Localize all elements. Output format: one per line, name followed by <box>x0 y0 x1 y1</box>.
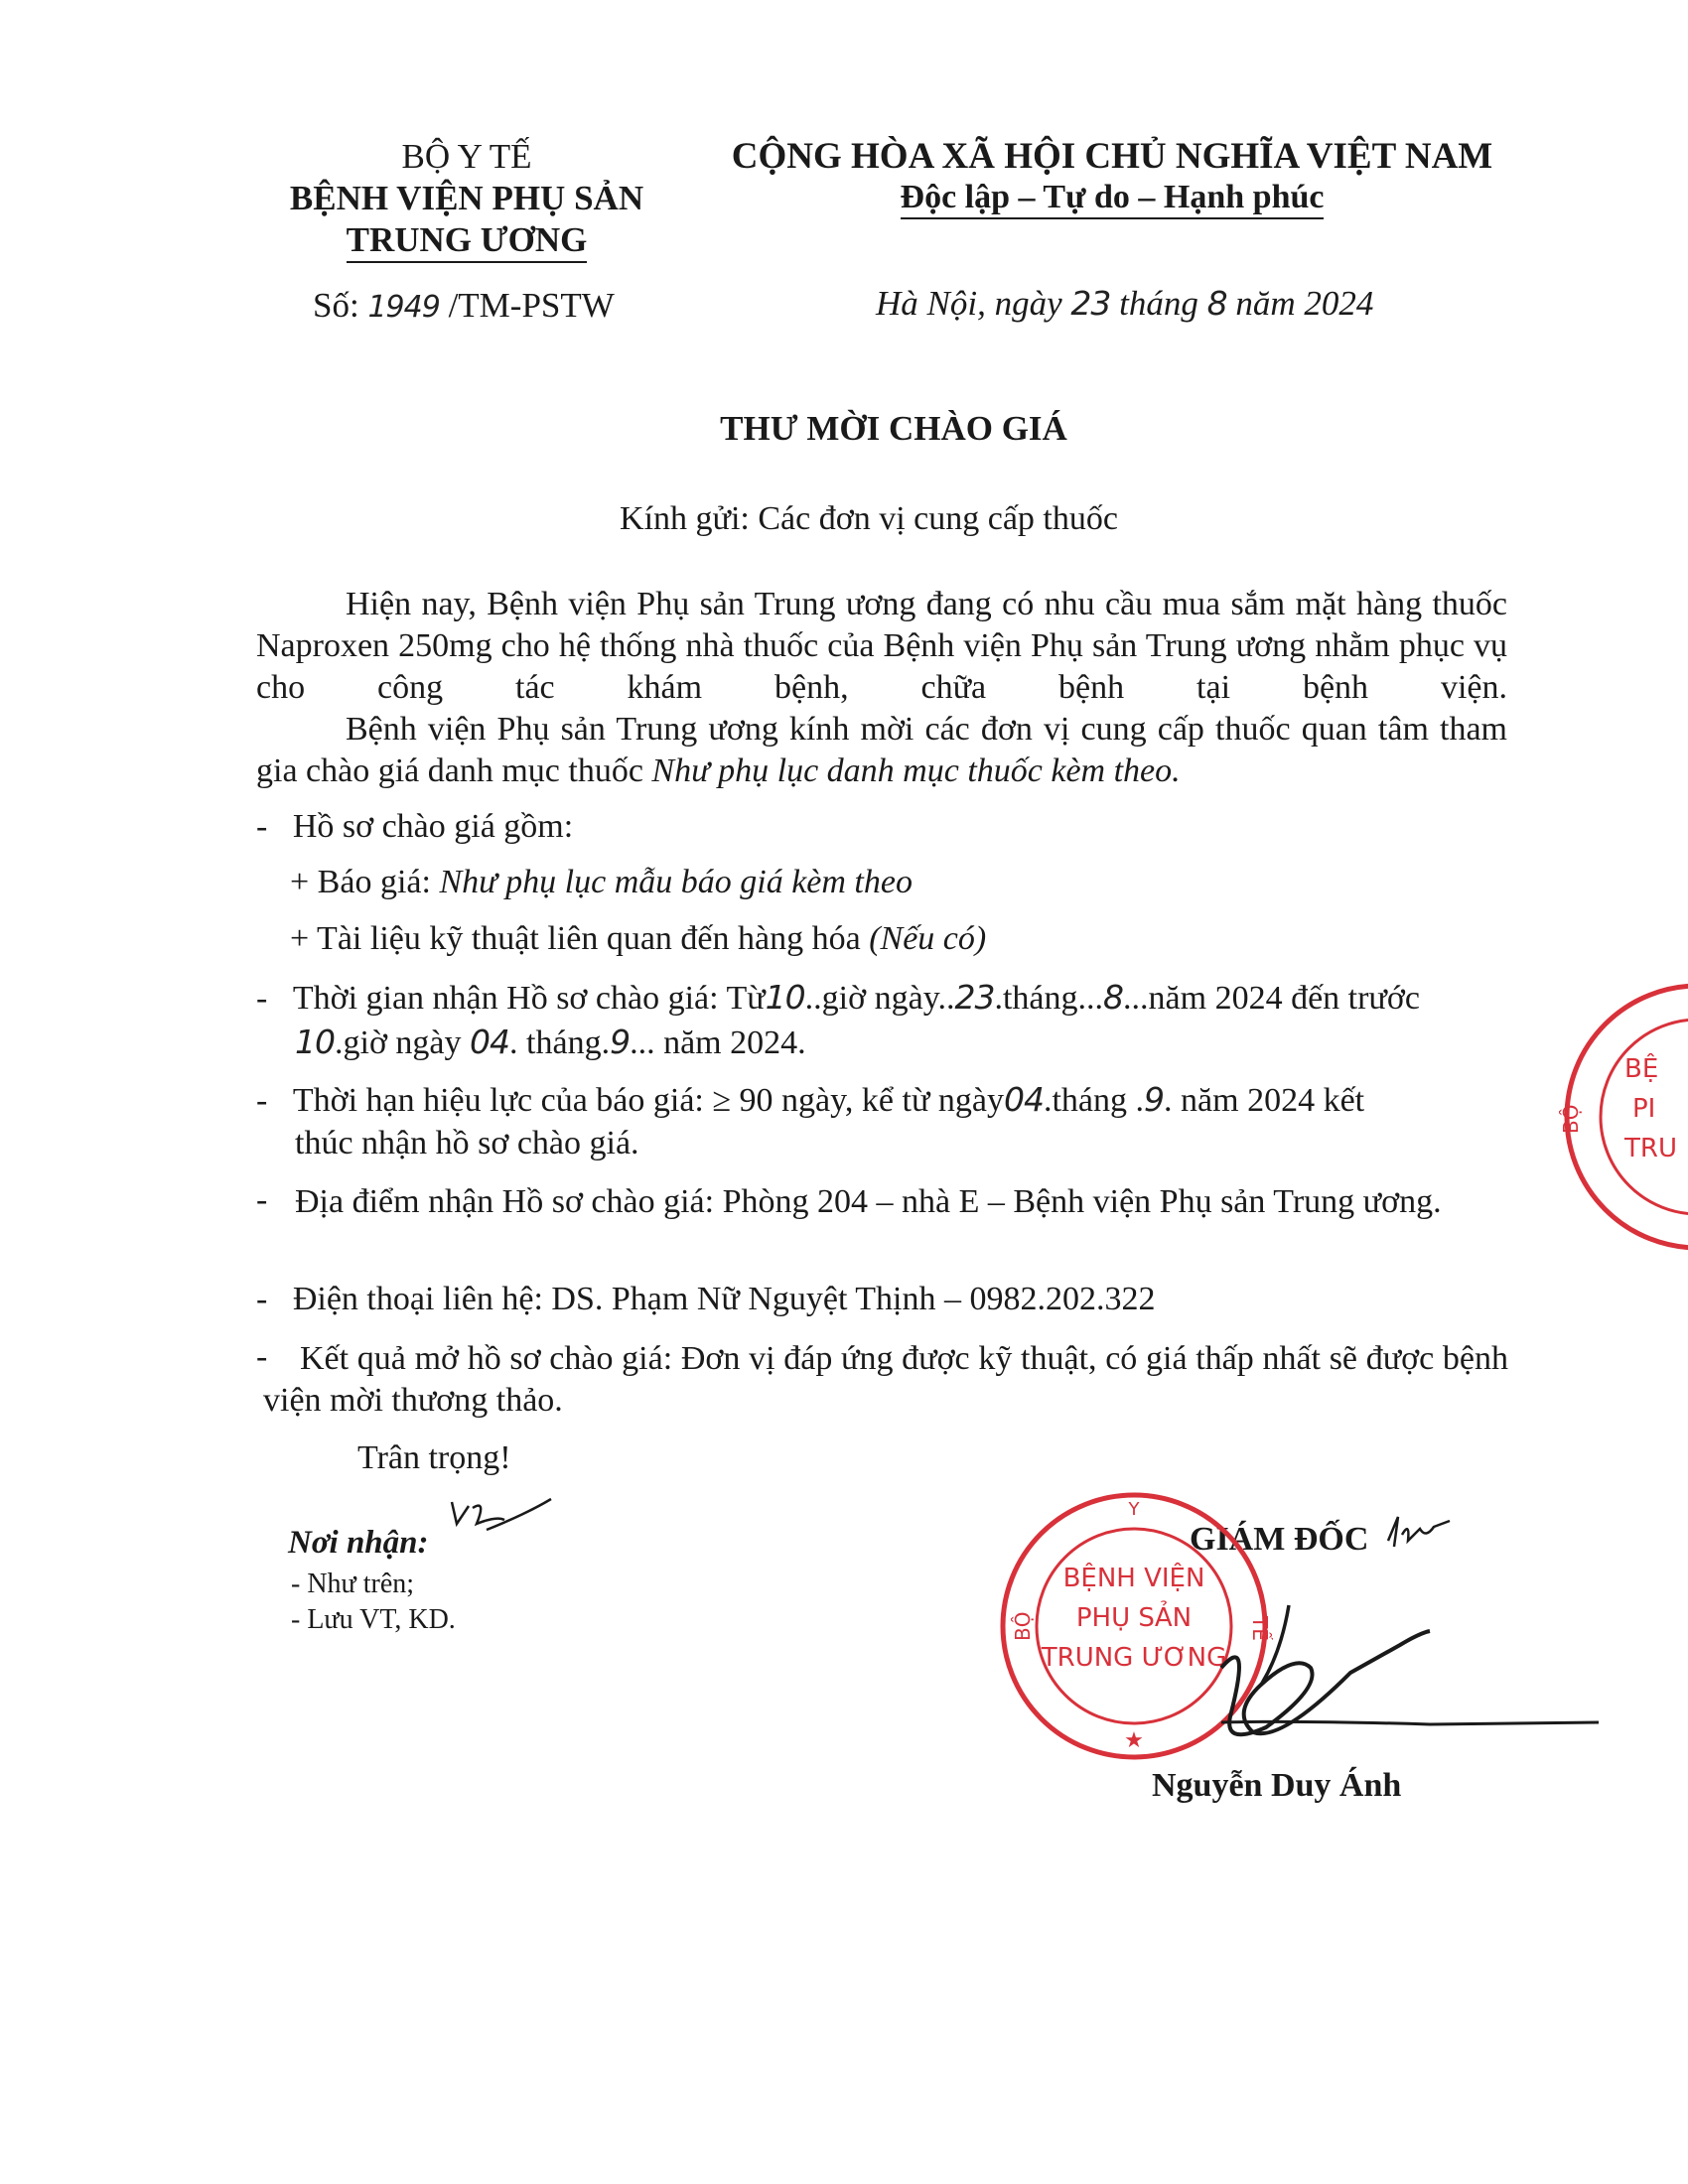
phone-item: - Điện thoại liên hệ: DS. Phạm Nữ Nguyệt Thịnh – 0982.202.322 <box>256 1281 1156 1317</box>
national-motto <box>715 179 1509 216</box>
receive-hour-handwritten: 10 <box>765 978 805 1017</box>
side-seal-line3: TRU <box>1624 1134 1677 1163</box>
seal-line1: BỆNH VIỆN <box>1062 1564 1205 1593</box>
location-dash: - <box>256 1181 268 1218</box>
quote-italic: Như phụ lục mẫu báo giá kèm theo <box>439 864 913 900</box>
receive-time-text2: ..giờ ngày.. <box>804 980 955 1017</box>
receive-month-handwritten: 8 <box>1103 978 1124 1017</box>
receive-time-line2 <box>295 1023 806 1062</box>
title-initial-mark <box>1380 1511 1460 1561</box>
seal-line3: TRUNG ƯƠNG <box>1041 1643 1227 1673</box>
dossier-bullet: - Hồ sơ chào giá gồm: <box>256 808 574 845</box>
receive-time-text4: ...năm 2024 đến trước <box>1123 980 1420 1017</box>
receive-time-text6: . tháng. <box>509 1024 611 1061</box>
receive-time-text1: Thời gian nhận Hồ sơ chào giá: Từ <box>292 980 766 1017</box>
document-number <box>313 286 615 326</box>
phone-text: Điện thoại liên hệ: DS. Phạm Nữ Nguyệt Thịnh – 0982.202.322 <box>292 1281 1156 1317</box>
validity-line2: thúc nhận hồ sơ chào giá. <box>295 1125 639 1161</box>
quote-prefix: + Báo giá: <box>290 864 431 900</box>
invitation-text: Bệnh viện Phụ sản Trung ương kính mời các đơn vị cung cấp thuốc quan tâm tham gia chào giá danh mục thuốc <box>256 711 1507 789</box>
date-prefix: Hà Nội, ngày <box>876 284 1062 323</box>
side-seal-line2: PI <box>1632 1094 1656 1124</box>
hospital-name-line2-text: TRUNG ƯƠNG <box>347 220 588 263</box>
receive-time-text5: .giờ ngày <box>335 1024 462 1061</box>
paragraph-intro: Hiện nay, Bệnh viện Phụ sản Trung ương đang có nhu cầu mua sắm mặt hàng thuốc Naproxen 250mg cho hệ thống nhà thuốc của Bệnh viện Phụ sản Trung ương nhằm phục vụ cho công tác khám bệnh, chữa bệnh tại bệnh viện. <box>256 586 1507 706</box>
closing-greeting: Trân trọng! <box>357 1439 511 1476</box>
deadline-month-handwritten: 9 <box>610 1023 631 1061</box>
document-date <box>876 284 1373 324</box>
hospital-name-line2 <box>248 220 685 260</box>
result-item: Kết quả mở hồ sơ chào giá: Đơn vị đáp ứng được kỹ thuật, có giá thấp nhất sẽ được bệnh viện mời thương thảo. <box>263 1340 1508 1419</box>
national-motto-text: Độc lập – Tự do – Hạnh phúc <box>901 179 1325 219</box>
seal-right-text: TẾ <box>1248 1616 1272 1641</box>
result-dash: - <box>256 1338 268 1375</box>
recipient-item-1: - Như trên; <box>291 1569 415 1599</box>
country-name: CỘNG HÒA XÃ HỘI CHỦ NGHĨA VIỆT NAM <box>731 136 1493 177</box>
signatory-title: GIÁM ĐỐC <box>1190 1521 1369 1558</box>
tech-italic: (Nếu có) <box>869 920 987 957</box>
date-month-handwritten: 8 <box>1206 284 1227 323</box>
hospital-name-line1: BỆNH VIỆN PHỤ SẢN <box>289 179 644 217</box>
date-year: năm 2024 <box>1235 284 1374 323</box>
seal-line2: PHỤ SẢN <box>1075 1603 1193 1633</box>
invitation-italic: Như phụ lục danh mục thuốc kèm theo. <box>651 752 1181 789</box>
validity-text3: . năm 2024 kết <box>1164 1082 1365 1119</box>
paragraph-invitation <box>256 709 1507 792</box>
dossier-label: Hồ sơ chào giá gồm: <box>292 808 574 845</box>
letter-title: THƯ MỜI CHÀO GIÁ <box>720 409 1067 448</box>
receive-time-text7: ... năm 2024. <box>630 1024 806 1061</box>
side-seal-line1: BỆ <box>1624 1054 1659 1084</box>
seal-left-text: BỘ <box>1011 1611 1035 1641</box>
number-handwritten: 1949 <box>367 290 440 325</box>
date-month-label: tháng <box>1119 284 1198 323</box>
quote-item <box>290 864 913 901</box>
signatory-name: Nguyễn Duy Ánh <box>1152 1767 1402 1804</box>
number-prefix: Số: <box>313 286 359 325</box>
seal-star: ★ <box>1124 1728 1144 1753</box>
date-day-handwritten: 23 <box>1070 284 1111 323</box>
recipients-label: Nơi nhận: <box>288 1525 429 1561</box>
director-signature <box>1162 1573 1609 1747</box>
receive-time-line1: - Thời gian nhận Hồ sơ chào giá: Từ10..giờ ngày..23.tháng...8...năm 2024 đến trước <box>256 978 1420 1017</box>
receive-time-text3: .tháng... <box>994 980 1104 1017</box>
seal-top-letter: Y <box>1128 1499 1140 1520</box>
location-item: Địa điểm nhận Hồ sơ chào giá: Phòng 204 – nhà E – Bệnh viện Phụ sản Trung ương. <box>295 1183 1442 1220</box>
validity-line1: - Thời hạn hiệu lực của báo giá: ≥ 90 ngày, kể từ ngày04.tháng .9. năm 2024 kết <box>256 1080 1365 1119</box>
deadline-hour-handwritten: 10 <box>295 1023 335 1061</box>
validity-text2: .tháng . <box>1043 1082 1145 1119</box>
tech-docs-item <box>290 920 986 958</box>
validity-month-handwritten: 9 <box>1144 1080 1165 1119</box>
initial-mark <box>447 1494 556 1549</box>
validity-day-handwritten: 04 <box>1003 1080 1044 1119</box>
side-seal-left-text: BỘ <box>1559 1104 1583 1134</box>
recipient-item-2: - Lưu VT, KD. <box>291 1604 456 1635</box>
recipient-line: Kính gửi: Các đơn vị cung cấp thuốc <box>620 500 1118 537</box>
validity-text1: Thời hạn hiệu lực của báo giá: ≥ 90 ngày, kể từ ngày <box>292 1082 1004 1119</box>
receive-day-handwritten: 23 <box>954 978 995 1017</box>
partial-side-seal <box>1547 978 1688 1261</box>
deadline-day-handwritten: 04 <box>470 1023 510 1061</box>
ministry-name: BỘ Y TẾ <box>401 137 532 176</box>
number-suffix: /TM-PSTW <box>448 286 615 325</box>
tech-prefix: + Tài liệu kỹ thuật liên quan đến hàng hóa <box>290 920 861 957</box>
